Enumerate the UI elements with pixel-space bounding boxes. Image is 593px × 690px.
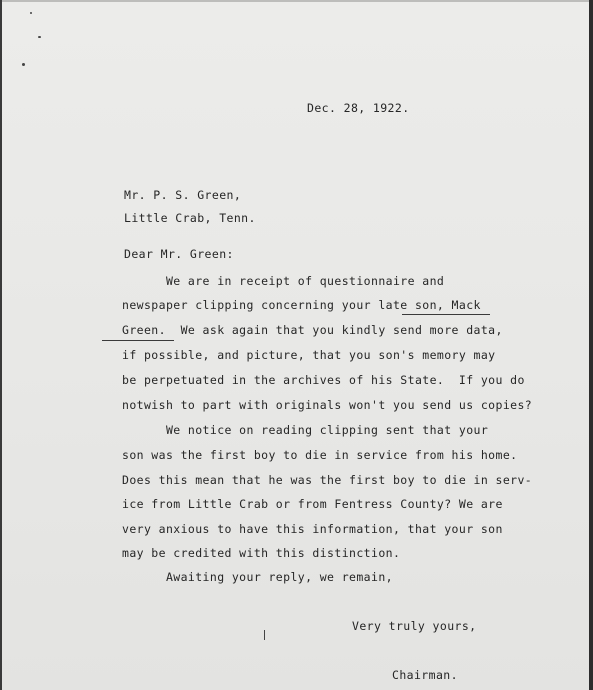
signature: Chairman. [392, 668, 458, 682]
scan-speck [30, 12, 32, 14]
body-line: be perpetuated in the archives of his State. If you do [122, 373, 525, 387]
closing: Very truly yours, [352, 619, 477, 633]
body-line: if possible, and picture, that you son's memory may [122, 348, 496, 362]
body-line: We notice on reading clipping sent that your [122, 423, 489, 437]
body-line: Does this mean that he was the first boy to die in serv- [122, 473, 533, 487]
recipient-location: Little Crab, Tenn. [124, 211, 256, 225]
body-line: may be credited with this distinction. [122, 546, 401, 560]
salutation: Dear Mr. Green: [124, 247, 234, 261]
body-line: We are in receipt of questionnaire and [122, 274, 445, 288]
body-line: newspaper clipping concerning your late son, Mack [122, 298, 481, 312]
handwritten-underline [402, 314, 490, 315]
body-line: Awaiting your reply, we remain, [122, 570, 393, 584]
body-line: son was the first boy to die in service from his home. [122, 448, 518, 462]
body-line: Green. We ask again that you kindly send more data, [122, 323, 503, 337]
page-top-edge [0, 0, 593, 2]
letter-date: Dec. 28, 1922. [307, 101, 410, 115]
scan-speck [22, 63, 25, 66]
body-line: notwish to part with originals won't you send us copies? [122, 398, 533, 412]
recipient-name: Mr. P. S. Green, [124, 188, 242, 202]
body-line: ice from Little Crab or from Fentress County? We are [122, 497, 503, 511]
page-right-edge [589, 0, 593, 690]
body-line: very anxious to have this information, that your son [122, 522, 503, 536]
scan-speck [264, 630, 265, 640]
page-left-edge [0, 0, 2, 690]
scan-speck [38, 36, 41, 38]
handwritten-underline [102, 340, 174, 341]
